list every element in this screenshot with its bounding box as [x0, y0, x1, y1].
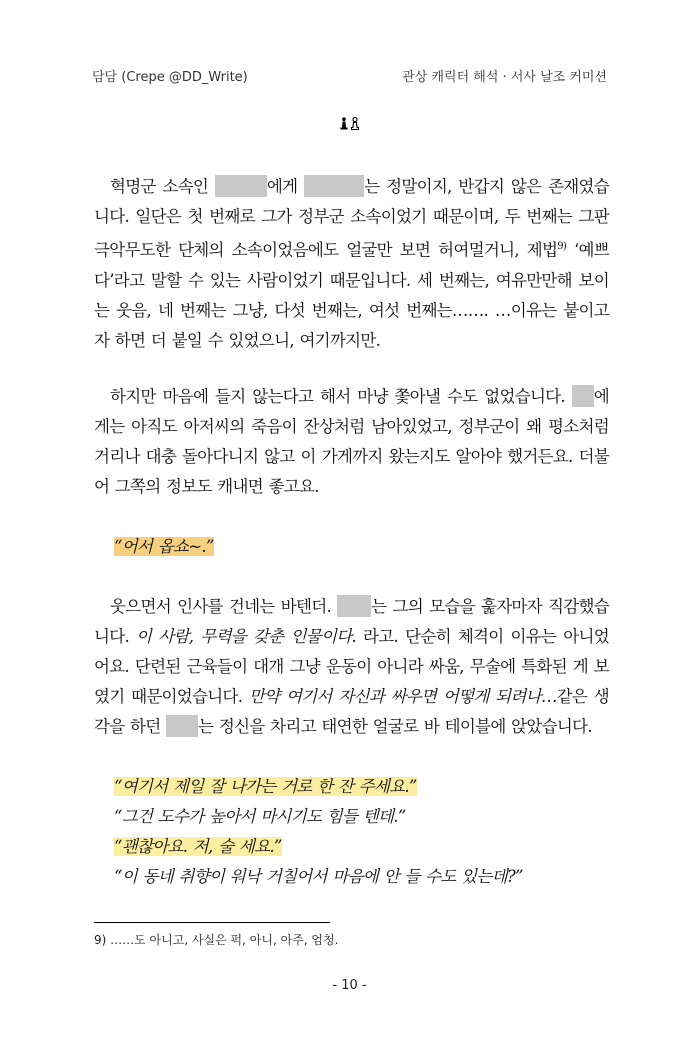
paragraph-3 — [94, 592, 609, 742]
redacted-name — [572, 385, 594, 407]
dialog-line: “여기서 제일 잘 나가는 거로 한 잔 주세요.” — [114, 777, 417, 796]
p1-text-c: 는 정말이지, 반갑지 않은 존재였습니다. 일단은 첫 번째로 그가 정부군 소속이었기 때문이며, 두 번째는 그판 극악무도한 단체의 소속이었음에도 얼굴만 보면 허여멀거니, 제법 — [94, 177, 609, 260]
header-title: 관상 캐릭터 해석 · 서사 날조 커미션 — [402, 70, 607, 85]
p3-italic-1: 이 사람, 무력을 갖춘 인물이다. — [136, 627, 357, 646]
ornament — [0, 116, 699, 135]
footnote: 9) ……도 아니고, 사실은 퍽, 아니, 아주, 엄청. — [94, 933, 339, 947]
p1-text-b: 에게 — [266, 177, 305, 196]
footnote-divider — [94, 922, 330, 923]
dialog-1 — [94, 532, 609, 562]
dialog-line: “이 동네 취향이 워낙 거칠어서 마음에 안 들 수도 있는데?” — [114, 867, 523, 886]
p3-text-e: 는 정신을 차리고 태연한 얼굴로 바 테이블에 앉았습니다. — [198, 717, 592, 736]
p1-text-a: 혁명군 소속인 — [110, 177, 215, 196]
p3-text-c: 라고. 단순히 체격이 이유는 아니었어요. 단련된 근육들이 대개 그냥 운동이 아니라 싸움, 무술에 특화된 게 보였기 때문이었습니다. — [94, 627, 609, 706]
dialog-line: “그건 도수가 높아서 마시기도 힘들 텐데.” — [114, 807, 406, 826]
dialog-block — [94, 772, 609, 892]
redacted-name — [215, 175, 267, 197]
p3-italic-2: 만약 여기서 자신과 싸우면 어떻게 되려나… — [248, 687, 557, 706]
dialog-line: “괜찮아요. 저, 술 세요.” — [114, 837, 282, 856]
redacted-name — [304, 175, 364, 197]
redacted-name — [337, 595, 371, 617]
page-header — [92, 66, 607, 85]
dialog-line: “어서 옵쇼~.” — [114, 537, 214, 556]
header-author: 담담 (Crepe @DD_Write) — [92, 70, 248, 85]
p2-text-a: 하지만 마음에 들지 않는다고 해서 마냥 쫓아낼 수도 없었습니다. — [110, 387, 572, 406]
chess-pawn-icon — [339, 117, 361, 131]
page-number: - 10 - — [332, 978, 367, 993]
p3-text-d: 같은 생각을 하던 — [94, 687, 609, 736]
p1-text-d: ‘예쁘다’라고 말할 수 있는 사람이었기 때문입니다. 세 번째는, 여유만만해 보이는 웃음, 네 번째는 그냥, 다섯 번째는, 여섯 번째는……. …이유는 붙이고자 하면 더 붙일 수 있었으니, 여기까지만. — [94, 240, 609, 350]
p2-text-b: 에게는 아직도 아저씨의 죽음이 잔상처럼 남아있었고, 정부군이 왜 평소처럼 거리나 대충 돌아다니지 않고 이 가게까지 왔는지도 알아야 했거든요. 더불어 그쪽의 정보도 캐내면 좋고요. — [94, 387, 609, 496]
paragraph-1 — [94, 172, 609, 356]
p3-text-b: 는 그의 모습을 훑자마자 직감했습니다. — [94, 597, 609, 646]
redacted-name — [166, 715, 198, 737]
footnote-ref: 9) — [557, 241, 567, 252]
p3-text-a: 웃으면서 인사를 건네는 바텐더. — [110, 597, 338, 616]
paragraph-2 — [94, 382, 609, 502]
